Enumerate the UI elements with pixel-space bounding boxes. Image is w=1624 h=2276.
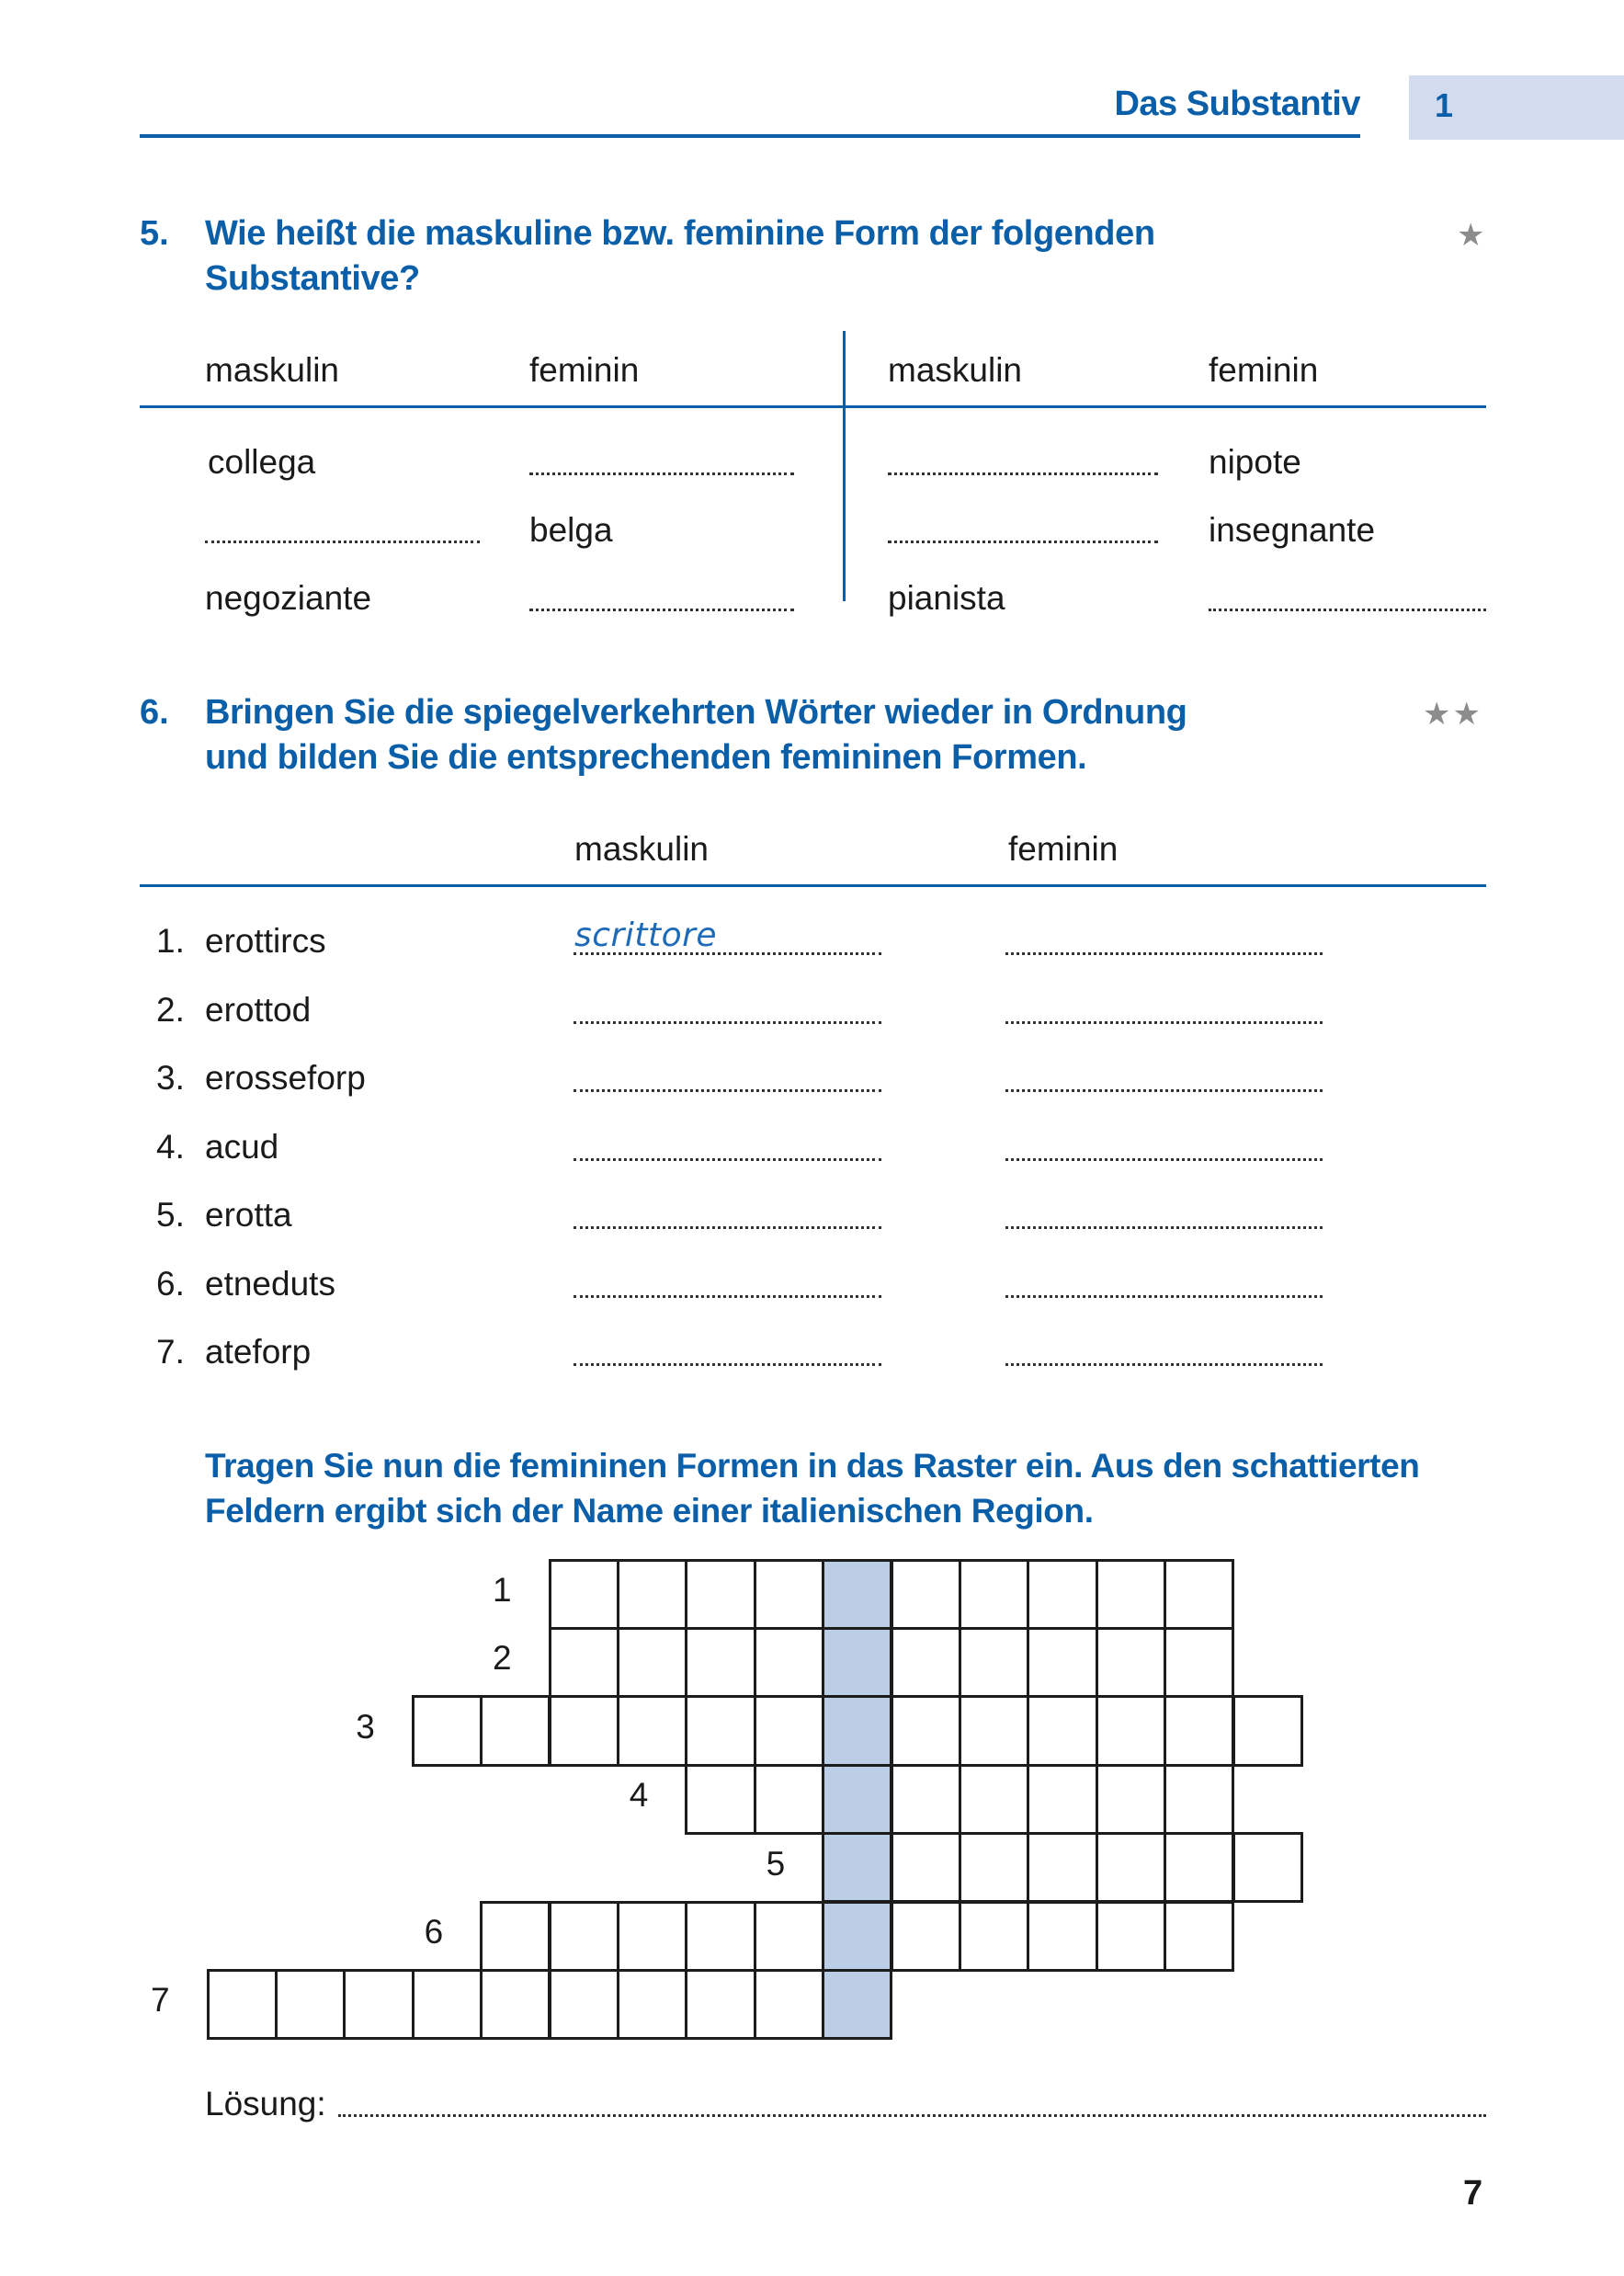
scrambled-word: erottod [205, 990, 312, 1029]
col-header-masculine: maskulin [574, 830, 709, 868]
crossword-cell[interactable] [1027, 1764, 1097, 1835]
crossword-cell[interactable] [412, 1695, 483, 1766]
crossword-cell[interactable] [412, 1969, 483, 2040]
crossword-instruction-line-2: Feldern ergibt sich der Name einer italienischen Region. [205, 1492, 1094, 1530]
crossword-cell[interactable] [891, 1764, 961, 1835]
answer-blank-nipote-masculine[interactable] [888, 472, 1158, 475]
crossword-row-label: 7 [151, 1981, 170, 2020]
crossword-cell[interactable] [754, 1901, 824, 1972]
crossword-cell[interactable] [685, 1969, 755, 2040]
list-item-number: 5. [156, 1196, 185, 1234]
crossword-cell-shaded[interactable] [822, 1559, 892, 1630]
crossword-row-label: 3 [356, 1707, 375, 1746]
crossword-cell-shaded[interactable] [822, 1901, 892, 1972]
crossword-cell-shaded[interactable] [822, 1969, 892, 2040]
answer-blank-collega-feminine[interactable] [529, 472, 794, 475]
crossword-cell[interactable] [617, 1695, 687, 1766]
crossword-cell[interactable] [617, 1559, 687, 1630]
answer-blank-feminine[interactable] [1005, 1295, 1323, 1298]
crossword-cell-shaded[interactable] [822, 1832, 892, 1903]
scrambled-word: ateforp [205, 1333, 312, 1371]
list-item-number: 1. [156, 922, 185, 960]
crossword-cell[interactable] [1096, 1764, 1166, 1835]
crossword-cell[interactable] [959, 1695, 1029, 1766]
header-rule [140, 134, 1360, 138]
crossword-instruction-line-1: Tragen Sie nun die femininen Formen in das Raster ein. Aus den schattierten [205, 1447, 1420, 1485]
difficulty-stars-icon: ★★ [1423, 697, 1482, 732]
answer-blank-masculine[interactable] [574, 1089, 881, 1092]
crossword-cell[interactable] [1164, 1559, 1234, 1630]
crossword-cell[interactable] [1232, 1695, 1303, 1766]
answer-blank-insegnante-masculine[interactable] [888, 541, 1158, 543]
crossword-cell[interactable] [617, 1969, 687, 2040]
crossword-cell[interactable] [549, 1969, 619, 2040]
answer-blank-masculine[interactable] [574, 1363, 881, 1366]
exercise-5-title-line-2: Substantive? [205, 259, 420, 298]
crossword-cell[interactable] [754, 1695, 824, 1766]
crossword-cell[interactable] [549, 1627, 619, 1698]
col-header-masculine-left: maskulin [205, 351, 339, 389]
col-header-feminine: feminin [1008, 830, 1119, 868]
crossword-cell[interactable] [891, 1695, 961, 1766]
answer-blank-masculine[interactable] [574, 1158, 881, 1161]
crossword-cell[interactable] [1164, 1832, 1234, 1903]
crossword-cell[interactable] [480, 1901, 551, 1972]
crossword-cell[interactable] [343, 1969, 414, 2040]
list-item-number: 2. [156, 990, 185, 1029]
answer-blank-feminine[interactable] [1005, 1226, 1323, 1229]
crossword-cell[interactable] [275, 1969, 346, 2040]
exercise-6-number: 6. [140, 693, 169, 732]
col-header-masculine-right: maskulin [888, 351, 1022, 389]
crossword-cell[interactable] [754, 1969, 824, 2040]
crossword-cell[interactable] [1096, 1559, 1166, 1630]
crossword-cell[interactable] [754, 1559, 824, 1630]
answer-blank-masculine[interactable] [574, 1021, 881, 1024]
crossword-cell-shaded[interactable] [822, 1627, 892, 1698]
crossword-cell[interactable] [480, 1695, 551, 1766]
scrambled-word: erotta [205, 1196, 292, 1234]
scrambled-word: etneduts [205, 1264, 335, 1303]
col-header-feminine-left: feminin [529, 351, 640, 389]
list-item-number: 3. [156, 1059, 185, 1097]
crossword-cell[interactable] [1164, 1764, 1234, 1835]
exercise-5-title [205, 211, 1155, 302]
crossword-row-label: 1 [493, 1571, 512, 1609]
crossword-cell[interactable] [959, 1832, 1029, 1903]
exercise-6-title [205, 690, 1187, 780]
crossword-cell[interactable] [1096, 1627, 1166, 1698]
crossword-cell[interactable] [959, 1627, 1029, 1698]
crossword-cell-shaded[interactable] [822, 1695, 892, 1766]
crossword-cell[interactable] [1096, 1832, 1166, 1903]
crossword-cell[interactable] [549, 1901, 619, 1972]
crossword-cell[interactable] [754, 1764, 824, 1835]
crossword-cell[interactable] [685, 1695, 755, 1766]
crossword-cell[interactable] [959, 1764, 1029, 1835]
answer-blank-feminine[interactable] [1005, 1158, 1323, 1161]
answer-blank-feminine[interactable] [1005, 1021, 1323, 1024]
crossword-cell[interactable] [549, 1559, 619, 1630]
crossword-cell[interactable] [1027, 1901, 1097, 1972]
crossword-cell[interactable] [891, 1901, 961, 1972]
crossword-cell[interactable] [685, 1627, 755, 1698]
chapter-tab [1409, 75, 1624, 140]
crossword-cell[interactable] [685, 1764, 755, 1835]
crossword-cell[interactable] [1027, 1627, 1097, 1698]
crossword-cell[interactable] [1232, 1832, 1303, 1903]
answer-blank-negoziante-feminine[interactable] [529, 609, 794, 611]
crossword-cell[interactable] [617, 1627, 687, 1698]
table-divider-vertical [843, 331, 846, 601]
answer-blank-belga-masculine[interactable] [205, 541, 480, 543]
word-negoziante: negoziante [205, 579, 372, 617]
crossword-cell[interactable] [754, 1627, 824, 1698]
list-item-number: 6. [156, 1264, 185, 1303]
exercise-6-title-line-2: und bilden Sie die entsprechenden femininen Formen. [205, 738, 1087, 777]
crossword-instruction [205, 1443, 1419, 1533]
crossword-row-label: 4 [629, 1776, 649, 1815]
crossword-cell[interactable] [1096, 1901, 1166, 1972]
crossword-cell[interactable] [1027, 1695, 1097, 1766]
crossword-cell[interactable] [1096, 1695, 1166, 1766]
crossword-cell[interactable] [891, 1627, 961, 1698]
chapter-number: 1 [1435, 86, 1454, 124]
word-collega: collega [208, 443, 316, 481]
crossword-cell-shaded[interactable] [822, 1764, 892, 1835]
handwritten-answer: scrittore [574, 916, 718, 954]
crossword-cell[interactable] [480, 1969, 551, 2040]
word-pianista: pianista [888, 579, 1005, 617]
solution-input[interactable] [338, 2114, 1486, 2117]
solution-label: Lösung: [205, 2085, 326, 2122]
crossword-cell[interactable] [685, 1559, 755, 1630]
crossword-cell[interactable] [617, 1901, 687, 1972]
page-number: 7 [1463, 2174, 1483, 2213]
list-item-number: 7. [156, 1333, 185, 1371]
crossword-cell[interactable] [1164, 1695, 1234, 1766]
exercise-6-title-line-1: Bringen Sie die spiegelverkehrten Wörter wieder in Ordnung [205, 693, 1187, 732]
crossword-row-label: 2 [493, 1639, 512, 1678]
col-header-feminine-right: feminin [1209, 351, 1319, 389]
crossword-cell[interactable] [959, 1559, 1029, 1630]
answer-blank-masculine[interactable] [574, 1226, 881, 1229]
exercise-5-title-line-1: Wie heißt die maskuline bzw. feminine Form der folgenden [205, 214, 1155, 253]
crossword-cell[interactable] [1164, 1901, 1234, 1972]
crossword-cell[interactable] [1027, 1559, 1097, 1630]
answer-blank-pianista-feminine[interactable] [1209, 609, 1486, 611]
scrambled-word: acud [205, 1127, 279, 1166]
crossword-cell[interactable] [549, 1695, 619, 1766]
answer-blank-masculine[interactable] [574, 1295, 881, 1298]
word-insegnante: insegnante [1209, 511, 1376, 549]
table-header-rule [140, 405, 1486, 408]
crossword-cell[interactable] [891, 1832, 961, 1903]
crossword-cell[interactable] [959, 1901, 1029, 1972]
answer-blank-feminine[interactable] [1005, 1089, 1323, 1092]
chapter-title: Das Substantiv [1114, 85, 1360, 123]
answer-blank-feminine[interactable] [1005, 952, 1323, 955]
crossword-row-label: 5 [766, 1844, 786, 1883]
difficulty-star-icon: ★ [1457, 218, 1487, 253]
scrambled-word: erottircs [205, 922, 326, 960]
scrambled-word: erosseforp [205, 1059, 366, 1097]
crossword-row-label: 6 [424, 1913, 444, 1951]
list-item-number: 4. [156, 1127, 185, 1166]
crossword-cell[interactable] [207, 1969, 278, 2040]
word-nipote: nipote [1209, 443, 1301, 481]
crossword-cell[interactable] [891, 1559, 961, 1630]
answer-blank-feminine[interactable] [1005, 1363, 1323, 1366]
exercise-5-number: 5. [140, 214, 169, 253]
crossword-cell[interactable] [685, 1901, 755, 1972]
word-belga: belga [529, 511, 613, 549]
crossword-cell[interactable] [1027, 1832, 1097, 1903]
list-header-rule [140, 884, 1486, 887]
answer-blank-masculine[interactable] [574, 952, 881, 955]
crossword-cell[interactable] [1164, 1627, 1234, 1698]
